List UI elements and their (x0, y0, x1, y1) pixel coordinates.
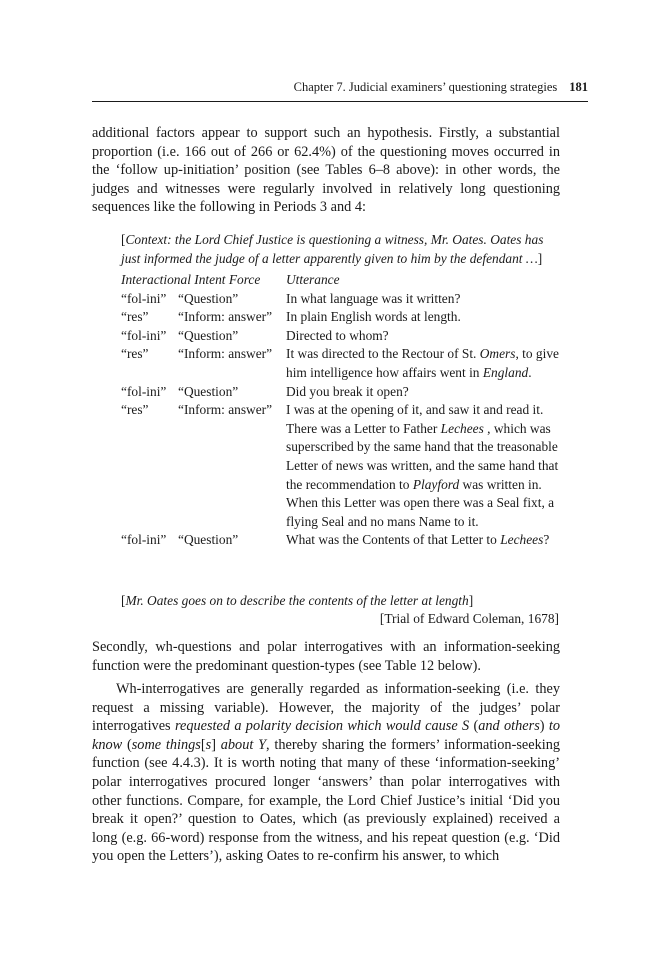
extract-source: [Trial of Edward Coleman, 1678] (379, 611, 559, 626)
utterance-segment: Lechees (500, 532, 544, 548)
move-cell: “fol-ini” (121, 532, 167, 548)
force-cell: “Question” (178, 532, 239, 548)
utterance-segment: What was the Contents of that Letter to (286, 532, 501, 548)
table-row (121, 401, 562, 531)
utterance-segment: It was directed to the Rectour of St. (286, 346, 480, 362)
paragraph-1: additional factors appear to support such an hypothesis. Firstly, a substantial proportion (i.e. 166 out of 266 or 62.4%) of the questioning moves occurred in the ‘follow up-initiation’ position (see Tables 6–8 above): in other words, the judges and witnesses were regularly involved in relatively long questioning sequences like the following in Periods 3 and 4: (92, 125, 560, 216)
utterance-segment: ? (543, 532, 550, 548)
text-segment: s (205, 736, 212, 753)
force-cell: “Question” (178, 290, 239, 306)
move-cell: “res” (121, 346, 149, 362)
extract-context: [Context: the Lord Chief Justice is questioning a witness, Mr. Oates. Oates has just informed the judge of a letter apparently given to him by the defendant …] (121, 232, 544, 266)
text-segment: ) (539, 718, 549, 735)
text-segment: about Y (220, 736, 267, 753)
move-cell: “fol-ini” (121, 327, 167, 343)
utterance-segment: . (528, 364, 532, 380)
text-segment: , thereby sharing the formers’ information-seeking function (see 4.4.3). It is worth noting that many of these ‘information-seeking’ polar interrogatives procured longer ‘answers’ than polar interrogatives with other functions. Compare, for example, the Lord Chief Justice’s initial ‘Did you break it open?’ question to Oates, which (as previously explained) received a long (e.g. 66-word) response from the witness, and his repeat question (e.g. ‘Did you open the Letters’), asking Oates to re-confirm his answer, to which (92, 736, 561, 865)
force-cell: “Inform: answer” (178, 402, 273, 418)
utterance-cell (286, 308, 562, 327)
force-cell: “Inform: answer” (178, 309, 273, 325)
table-row (121, 345, 562, 382)
text-segment: and others (478, 718, 540, 735)
force-cell: “Question” (178, 383, 239, 399)
table-row (121, 383, 562, 402)
paragraph-2: Secondly, wh-questions and polar interrogatives with an information-seeking function were the predominant question-types (see Table 12 below). (92, 639, 560, 674)
force-cell: “Inform: answer” (178, 346, 273, 362)
text-segment: ( (469, 718, 479, 735)
text-segment: [ (200, 736, 206, 753)
utterance-cell (286, 401, 562, 531)
page-number: 181 (569, 80, 588, 94)
move-cell: “fol-ini” (121, 383, 167, 399)
utterance-cell (286, 531, 562, 550)
utterance-segment: Did you break it open? (286, 383, 409, 399)
utterance-segment: I was at the opening of it, and saw it and read it. There was a Letter to Father (286, 402, 544, 436)
force-cell: “Question” (178, 327, 239, 343)
text-segment: requested a polarity decision which would cause S (174, 718, 470, 735)
utterance-segment: England (482, 364, 529, 380)
table-row (121, 308, 562, 327)
text-segment: to know (92, 718, 560, 753)
paragraph-3 (92, 680, 560, 866)
text-segment: Wh-interrogatives are generally regarded as information-seeking (i.e. they request a missing variable). However, the majority of the judges’ polar interrogatives (92, 681, 560, 735)
utterance-cell (286, 290, 562, 309)
move-cell: “fol-ini” (121, 290, 167, 306)
utterance-cell (286, 383, 562, 402)
utterance-segment: In what language was it written? (286, 290, 461, 306)
move-cell: “res” (121, 309, 149, 325)
utterance-segment: Omers (479, 346, 516, 362)
move-cell: “res” (121, 402, 149, 418)
text-segment: some things (131, 736, 201, 753)
table-row (121, 531, 562, 550)
table-row (121, 290, 562, 309)
closing-text: Mr. Oates goes on to describe the contents of the letter at length (125, 593, 469, 608)
table-header-row (121, 271, 562, 290)
running-title: Chapter 7. Judicial examiners’ questioning strategies (293, 80, 558, 94)
utterance-segment: Directed to whom? (286, 327, 389, 343)
utterance-segment: was written in. When this Letter was open there was a Seal fixt, a flying Seal and no mans Name to it. (286, 476, 555, 529)
utterance-cell (286, 345, 562, 382)
column-header-utterance: Utterance (286, 272, 340, 287)
text-segment: ( (122, 736, 132, 753)
utterance-segment: Lechees (440, 420, 484, 436)
utterance-segment: , to give him intelligence how affairs went in (286, 346, 559, 380)
utterance-segment: Playford (412, 476, 460, 492)
utterance-segment: , which was superscribed by the same hand that the treasonable Letter of news was written, and the same hand that the recommendation to (286, 420, 559, 492)
interaction-table (121, 271, 562, 550)
text-segment: ] (211, 736, 221, 753)
column-header-intent: Interactional Intent Force (121, 272, 261, 287)
context-text: Context: the Lord Chief Justice is questioning a witness, Mr. Oates. Oates has just informed the judge of a letter apparently given to him by the defendant … (121, 232, 544, 266)
header-rule (92, 101, 588, 102)
running-head (92, 78, 588, 96)
utterance-cell (286, 327, 562, 346)
table-row (121, 327, 562, 346)
utterance-segment: In plain English words at length. (286, 309, 461, 325)
extract-closing-note: [Mr. Oates goes on to describe the contents of the letter at length] (121, 593, 474, 608)
